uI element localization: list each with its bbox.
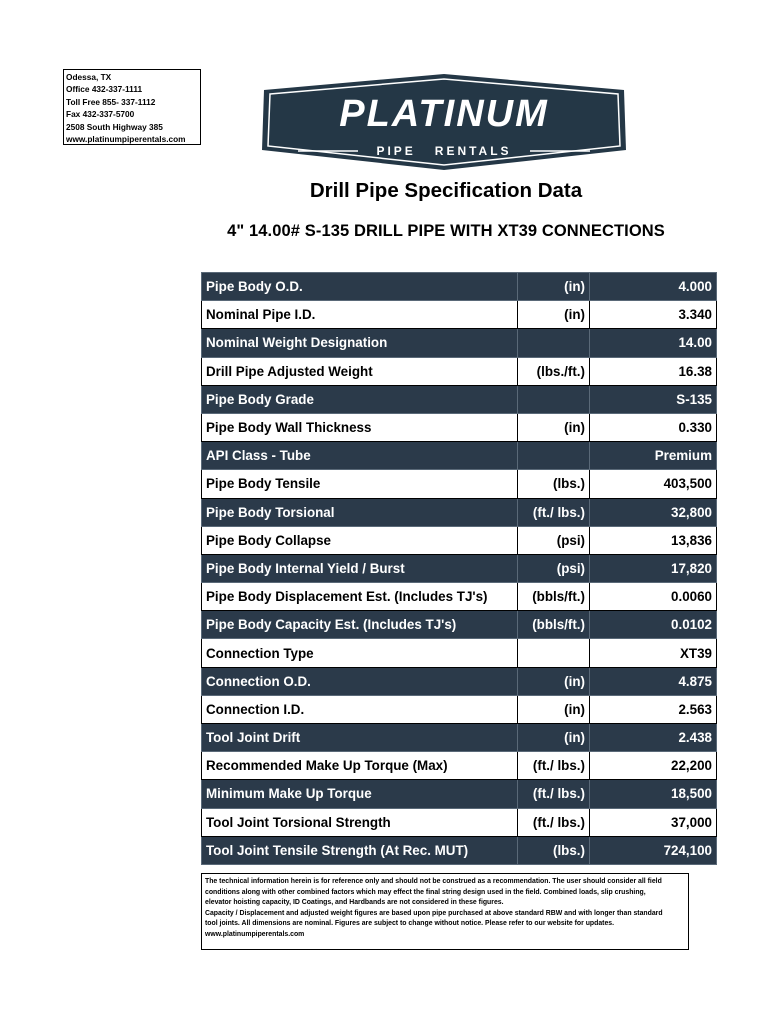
- spec-value: 0.0102: [590, 611, 717, 639]
- spec-label: Nominal Weight Designation: [202, 329, 518, 357]
- spec-row: [202, 273, 717, 301]
- spec-row: [202, 667, 717, 695]
- spec-row: [202, 470, 717, 498]
- spec-label: Nominal Pipe I.D.: [202, 301, 518, 329]
- spec-label: Pipe Body Collapse: [202, 526, 518, 554]
- spec-row: [202, 639, 717, 667]
- spec-value: 0.0060: [590, 583, 717, 611]
- spec-unit: [518, 442, 590, 470]
- spec-label: Drill Pipe Adjusted Weight: [202, 357, 518, 385]
- spec-row: [202, 498, 717, 526]
- spec-unit: (ft./ lbs.): [518, 808, 590, 836]
- spec-row: [202, 442, 717, 470]
- spec-row: [202, 611, 717, 639]
- disclaimer-line: elevator hoisting capacity, ID Coatings, and Hardbands are not considered in these figures.: [205, 899, 504, 906]
- contact-box: [63, 69, 201, 145]
- spec-unit: (in): [518, 667, 590, 695]
- spec-value: 0.330: [590, 413, 717, 441]
- spec-unit: (ft./ lbs.): [518, 752, 590, 780]
- spec-row: [202, 385, 717, 413]
- spec-value: 17,820: [590, 554, 717, 582]
- spec-label: Connection Type: [202, 639, 518, 667]
- spec-row: [202, 583, 717, 611]
- spec-unit: (in): [518, 273, 590, 301]
- disclaimer-website: www.platinumpiperentals.com: [205, 930, 305, 938]
- spec-unit: (psi): [518, 526, 590, 554]
- spec-table: [201, 272, 717, 865]
- spec-unit: (in): [518, 695, 590, 723]
- spec-row: [202, 526, 717, 554]
- spec-unit: (lbs.): [518, 470, 590, 498]
- disclaimer-line: conditions along with other combined factors which may effect the final string design used in the field. Combined loads, slip crushing,: [205, 888, 646, 896]
- spec-value: 724,100: [590, 836, 717, 864]
- spec-row: [202, 413, 717, 441]
- spec-row: [202, 329, 717, 357]
- spec-value: 2.563: [590, 695, 717, 723]
- spec-value: 32,800: [590, 498, 717, 526]
- contact-fax: Fax 432-337-5700: [66, 109, 135, 120]
- spec-value: 14.00: [590, 329, 717, 357]
- spec-unit: [518, 385, 590, 413]
- spec-row: [202, 836, 717, 864]
- contact-website: www.platinumpiperentals.com: [66, 134, 186, 145]
- spec-unit: (ft./ lbs.): [518, 498, 590, 526]
- spec-value: 403,500: [590, 470, 717, 498]
- disclaimer-line: tool joints. All dimensions are nominal. Figures are subject to change without notice. Please refer to our website for updates.: [205, 920, 615, 927]
- spec-unit: (psi): [518, 554, 590, 582]
- spec-row: [202, 695, 717, 723]
- contact-address: 2508 South Highway 385: [66, 121, 163, 132]
- spec-value: 37,000: [590, 808, 717, 836]
- spec-label: Pipe Body Grade: [202, 385, 518, 413]
- spec-label: Tool Joint Tensile Strength (At Rec. MUT): [202, 836, 518, 864]
- spec-unit: (in): [518, 301, 590, 329]
- spec-unit: (lbs.): [518, 836, 590, 864]
- spec-label: Pipe Body Internal Yield / Burst: [202, 554, 518, 582]
- spec-label: Connection O.D.: [202, 667, 518, 695]
- logo-wordmark: PLATINUM: [339, 93, 549, 135]
- spec-unit: (in): [518, 413, 590, 441]
- spec-value: 22,200: [590, 752, 717, 780]
- spec-row: [202, 357, 717, 385]
- spec-value: 4.000: [590, 273, 717, 301]
- spec-value: 4.875: [590, 667, 717, 695]
- page-title: Drill Pipe Specification Data: [309, 179, 583, 202]
- spec-label: Connection I.D.: [202, 695, 518, 723]
- disclaimer-line: Capacity / Displacement and adjusted weight figures are based upon pipe purchased at above standard RBW and with longer than standard: [205, 909, 663, 917]
- spec-value: 2.438: [590, 724, 717, 752]
- spec-value: S-135: [590, 385, 717, 413]
- spec-row: [202, 554, 717, 582]
- spec-unit: [518, 639, 590, 667]
- spec-label: Pipe Body O.D.: [202, 273, 518, 301]
- spec-row: [202, 301, 717, 329]
- spec-label: Pipe Body Torsional: [202, 498, 518, 526]
- disclaimer-box: [201, 873, 689, 950]
- spec-label: Pipe Body Wall Thickness: [202, 413, 518, 441]
- spec-label: API Class - Tube: [202, 442, 518, 470]
- spec-label: Tool Joint Drift: [202, 724, 518, 752]
- spec-unit: (ft./ lbs.): [518, 780, 590, 808]
- spec-value: XT39: [590, 639, 717, 667]
- spec-unit: [518, 329, 590, 357]
- spec-unit: (bbls/ft.): [518, 611, 590, 639]
- spec-row: [202, 752, 717, 780]
- spec-unit: (bbls/ft.): [518, 583, 590, 611]
- spec-value: 3.340: [590, 301, 717, 329]
- spec-label: Pipe Body Tensile: [202, 470, 518, 498]
- spec-value: 16.38: [590, 357, 717, 385]
- contact-city: Odessa, TX: [66, 72, 112, 82]
- logo-tagline: PIPE RENTALS: [376, 144, 512, 158]
- spec-value: 18,500: [590, 780, 717, 808]
- page-subtitle: 4" 14.00# S-135 DRILL PIPE WITH XT39 CONNECTIONS: [227, 222, 665, 240]
- spec-unit: (lbs./ft.): [518, 357, 590, 385]
- spec-unit: (in): [518, 724, 590, 752]
- spec-row: [202, 808, 717, 836]
- spec-label: Pipe Body Displacement Est. (Includes TJ's): [202, 583, 518, 611]
- spec-value: Premium: [590, 442, 717, 470]
- spec-value: 13,836: [590, 526, 717, 554]
- disclaimer-line: The technical information herein is for reference only and should not be construed as a recommendation. The user should consider all field: [205, 878, 662, 885]
- spec-row: [202, 724, 717, 752]
- contact-office-phone: Office 432-337-1111: [66, 84, 143, 95]
- contact-toll-free: Toll Free 855- 337-1112: [66, 96, 156, 107]
- platinum-logo: [254, 72, 634, 172]
- spec-label: Tool Joint Torsional Strength: [202, 808, 518, 836]
- spec-label: Pipe Body Capacity Est. (Includes TJ's): [202, 611, 518, 639]
- spec-row: [202, 780, 717, 808]
- spec-label: Minimum Make Up Torque: [202, 780, 518, 808]
- spec-label: Recommended Make Up Torque (Max): [202, 752, 518, 780]
